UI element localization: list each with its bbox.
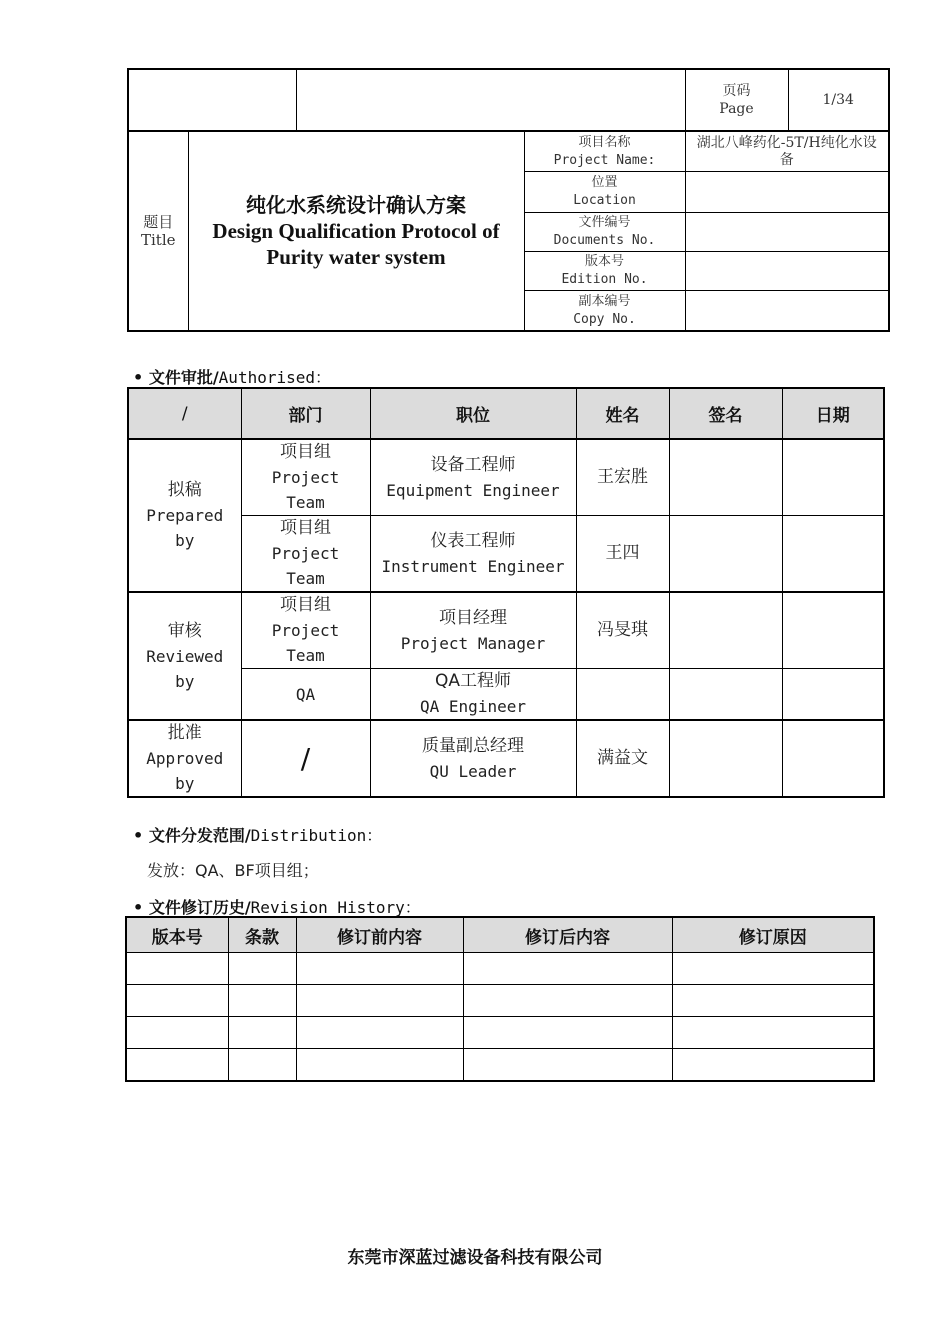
department-en-2: Team xyxy=(286,646,325,665)
column-header-version: 版本号 xyxy=(126,917,228,953)
position-cn: QA工程师 xyxy=(434,671,511,691)
revision-label-en: Revision History： xyxy=(250,898,421,917)
column-header-reason: 修订原因 xyxy=(672,917,874,953)
authorised-label-cn: 文件审批/ xyxy=(148,368,219,387)
table-cell xyxy=(463,1017,672,1049)
department-cn: 项目组 xyxy=(280,595,331,615)
position-en: QU Leader xyxy=(429,761,517,781)
table-cell xyxy=(672,953,874,985)
name-cell: 满益文 xyxy=(576,720,669,797)
authorised-heading xyxy=(133,365,331,388)
bullet: • xyxy=(133,368,144,387)
field-label-cn: 项目名称 xyxy=(578,134,631,150)
column-header-position: 职位 xyxy=(370,388,576,439)
role-cn: 审核 xyxy=(167,620,202,641)
field-label-en: Edition No. xyxy=(561,272,648,287)
table-row xyxy=(126,1049,874,1082)
field-label-en: Project Name: xyxy=(553,152,656,168)
column-header-after: 修订后内容 xyxy=(463,917,672,953)
field-label-location xyxy=(524,172,685,212)
title-label-en: Title xyxy=(140,231,176,250)
table-cell xyxy=(296,1049,463,1082)
table-row xyxy=(126,1017,874,1049)
position-cn: 设备工程师 xyxy=(430,454,516,475)
table-cell xyxy=(228,985,296,1017)
department-cell xyxy=(241,439,370,516)
date-cell xyxy=(782,669,884,721)
table-cell xyxy=(228,1049,296,1082)
field-label-project-name xyxy=(524,131,685,171)
title-label-cell xyxy=(128,131,188,331)
revision-table xyxy=(125,916,875,1082)
field-label-cn: 文件编号 xyxy=(578,214,631,230)
role-approved xyxy=(128,720,241,797)
field-label-en: Documents No. xyxy=(553,232,656,248)
field-value-project-name: 湖北八峰药化-5T/H纯化水设备 xyxy=(685,131,889,171)
field-label-en: Copy No. xyxy=(573,311,636,327)
position-en: Instrument Engineer xyxy=(381,556,565,576)
field-value-edition-no xyxy=(685,251,889,290)
date-cell xyxy=(782,516,884,593)
position-cell xyxy=(370,720,576,797)
department-cell: QA xyxy=(241,669,370,721)
position-cn: 质量副总经理 xyxy=(422,735,524,756)
title-label-cn: 题目 xyxy=(143,213,174,232)
role-en-by: by xyxy=(175,671,195,691)
department-cell xyxy=(241,592,370,669)
document-title-en: Design Qualification Protocol of Purity water system xyxy=(212,219,500,270)
signature-cell xyxy=(669,669,782,721)
department-cell xyxy=(241,516,370,593)
table-cell xyxy=(228,1017,296,1049)
role-prepared xyxy=(128,439,241,592)
signature-cell xyxy=(669,516,782,593)
document-header xyxy=(127,68,890,332)
position-cell xyxy=(370,516,576,593)
field-value-document-no xyxy=(685,212,889,251)
page-number: 1/34 xyxy=(788,69,889,131)
field-label-en: Location xyxy=(573,192,636,208)
distribution-heading xyxy=(133,823,382,846)
field-label-copy-no xyxy=(524,291,685,331)
table-cell xyxy=(672,985,874,1017)
role-en-by: by xyxy=(175,531,195,550)
role-cn: 拟稿 xyxy=(167,480,202,500)
revision-label-cn: 文件修订历史/ xyxy=(148,898,251,917)
bullet: • xyxy=(133,898,144,917)
department-en: Project xyxy=(271,544,340,563)
column-header-signature: 签名 xyxy=(669,388,782,439)
table-cell xyxy=(296,1017,463,1049)
department-en-2: Team xyxy=(286,569,325,588)
table-cell xyxy=(672,1017,874,1049)
field-label-cn: 位置 xyxy=(591,174,618,190)
table-cell xyxy=(672,1049,874,1082)
column-header-department: 部门 xyxy=(241,388,370,439)
field-label-edition-no xyxy=(524,251,685,290)
approval-table xyxy=(127,387,885,798)
field-value-copy-no xyxy=(685,291,889,331)
date-cell xyxy=(782,439,884,516)
name-cell: 冯旻琪 xyxy=(576,592,669,669)
position-cell xyxy=(370,592,576,669)
role-reviewed xyxy=(128,592,241,720)
table-cell xyxy=(463,1049,672,1082)
document-title-cell xyxy=(188,131,524,331)
column-header-clause: 条款 xyxy=(228,917,296,953)
position-en: QA Engineer xyxy=(420,697,526,716)
role-en: Prepared xyxy=(146,506,224,525)
role-en: Reviewed xyxy=(146,646,224,666)
name-cell: 王宏胜 xyxy=(576,439,669,516)
date-cell xyxy=(782,720,884,797)
document-title-cn: 纯化水系统设计确认方案 xyxy=(246,193,466,218)
table-cell xyxy=(296,953,463,985)
authorised-label-en: Authorised： xyxy=(218,368,332,387)
department-en: Project xyxy=(271,621,340,640)
column-header-before: 修订前内容 xyxy=(296,917,463,953)
table-cell xyxy=(126,953,228,985)
table-cell xyxy=(296,985,463,1017)
position-en: Equipment Engineer xyxy=(386,480,560,500)
page-label-en: Page xyxy=(719,101,754,118)
company-cell xyxy=(296,69,685,131)
footer-company: 东莞市深蓝过滤设备科技有限公司 xyxy=(347,1248,603,1268)
column-header-name: 姓名 xyxy=(576,388,669,439)
position-cell xyxy=(370,669,576,721)
role-cn: 批准 xyxy=(167,723,202,743)
position-en: Project Manager xyxy=(400,633,546,653)
signature-cell xyxy=(669,592,782,669)
signature-cell xyxy=(669,439,782,516)
column-header-date: 日期 xyxy=(782,388,884,439)
field-value-location xyxy=(685,172,889,212)
table-row xyxy=(126,985,874,1017)
signature-cell xyxy=(669,720,782,797)
page-label-cell xyxy=(685,69,788,131)
page-label-cn: 页码 xyxy=(722,83,751,100)
table-cell xyxy=(126,1017,228,1049)
table-cell xyxy=(228,953,296,985)
table-cell xyxy=(126,985,228,1017)
department-cn: 项目组 xyxy=(280,442,331,462)
field-label-cn: 副本编号 xyxy=(578,293,631,309)
department-en-2: Team xyxy=(286,493,325,512)
distribution-label-cn: 文件分发范围/ xyxy=(148,826,251,845)
logo-cell xyxy=(128,69,296,131)
table-row xyxy=(126,953,874,985)
table-cell xyxy=(463,985,672,1017)
department-en: Project xyxy=(271,468,340,487)
field-label-cn: 版本号 xyxy=(584,254,624,269)
column-header-role: / xyxy=(128,388,241,439)
date-cell xyxy=(782,592,884,669)
name-cell: 王四 xyxy=(576,516,669,593)
position-cn: 项目经理 xyxy=(439,607,507,628)
name-cell xyxy=(576,669,669,721)
bullet: • xyxy=(133,826,144,845)
department-cell: / xyxy=(241,720,370,797)
table-cell xyxy=(463,953,672,985)
table-cell xyxy=(126,1049,228,1082)
revision-heading xyxy=(133,895,421,918)
field-label-document-no xyxy=(524,212,685,251)
position-cell xyxy=(370,439,576,516)
distribution-text: 发放：QA、BF项目组； xyxy=(147,861,319,880)
distribution-label-en: Distribution： xyxy=(250,826,383,845)
department-cn: 项目组 xyxy=(280,518,331,538)
role-en-by: by xyxy=(175,774,195,793)
position-cn: 仪表工程师 xyxy=(430,530,516,551)
role-en: Approved xyxy=(146,749,224,768)
